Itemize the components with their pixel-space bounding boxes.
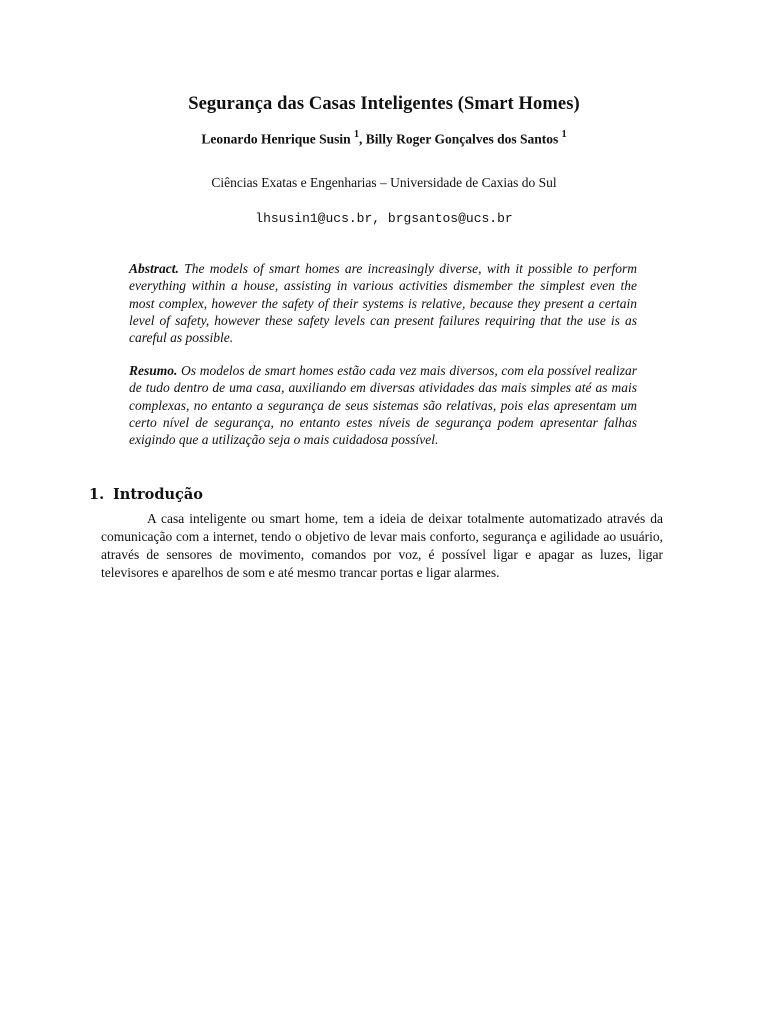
abstract-paragraph: [129, 260, 637, 346]
author-separator: ,: [359, 131, 366, 147]
affiliation: Ciências Exatas e Engenharias – Universidade de Caxias do Sul: [211, 175, 557, 190]
section-title: Introdução: [113, 486, 203, 503]
abstract-label: Abstract.: [129, 261, 179, 276]
author-line: [0, 130, 768, 148]
author-name: Billy Roger Gonçalves dos Santos: [365, 131, 559, 147]
section-number: 1.: [89, 486, 105, 503]
author-affiliation-mark: 1: [354, 129, 359, 140]
resumo-paragraph: [129, 362, 637, 448]
resumo-text: Os modelos de smart homes estão cada vez mais diversos, com ela possível realizar de tudo dentro de uma casa, auxiliando em diversas atividades das mais simples até as mais complexas, no entanto a segurança de seus sistemas são relativas, pois elas apresentam um certo nível de segurança, no entanto estes níveis de segurança podem apresentar falhas exigindo que a utilização seja o mais cuidadosa possível.: [129, 363, 638, 448]
author-name: Leonardo Henrique Susin: [201, 131, 351, 147]
author-affiliation-mark: 1: [561, 129, 567, 140]
resumo-label: Resumo.: [129, 363, 178, 378]
paper-title: Segurança das Casas Inteligentes (Smart Homes): [188, 94, 580, 114]
section-paragraph: A casa inteligente ou smart home, tem a ideia de deixar totalmente automatizado através da comunicação com a internet, tendo o objetivo de levar mais conforto, segurança e agilidade ao usuário, através de sensores de movimento, comandos por voz, é possível ligar e apagar as luzes, ligar televisores e aparelhos de som e até mesmo trancar portas e ligar alarmes.: [101, 511, 663, 580]
abstract-text: The models of smart homes are increasingly diverse, with it possible to perform everything within a house, assisting in various activities dismember the simplest even the most complex, however the safety of their systems is relative, because they present a certain level of safety, however these safety levels can present failures requiring that the use is as careful as possible.: [129, 261, 637, 346]
section-heading: [89, 486, 203, 503]
author-emails: lhsusin1@ucs.br, brgsantos@ucs.br: [255, 211, 513, 226]
